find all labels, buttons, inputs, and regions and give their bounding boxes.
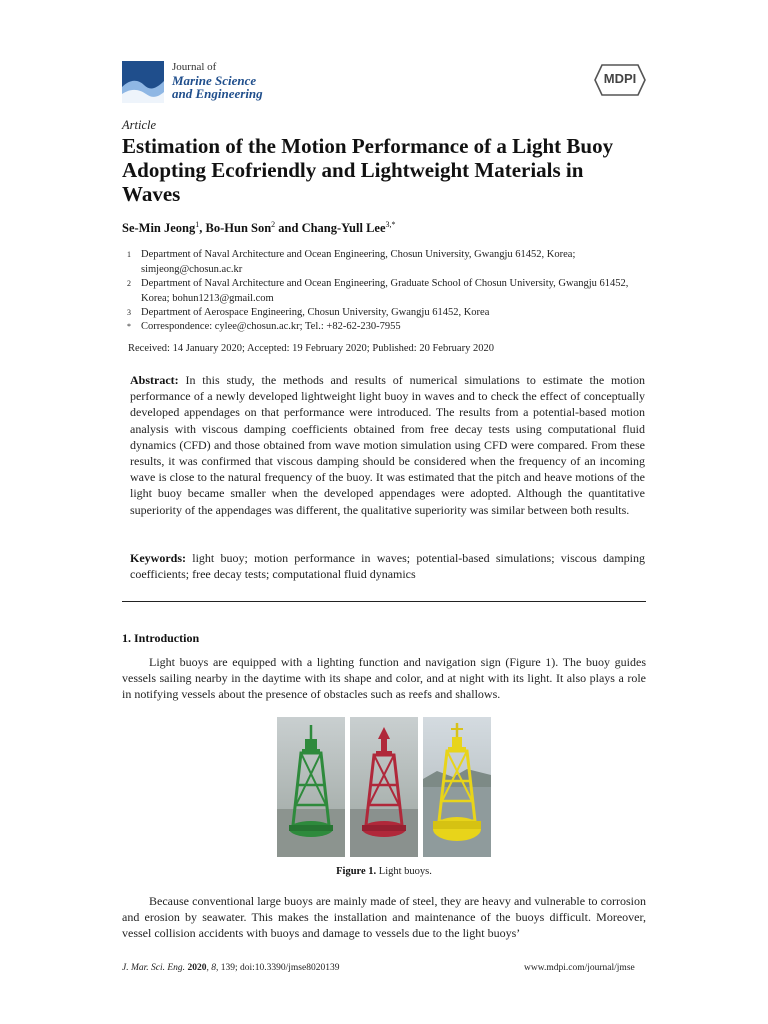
author-separator: and bbox=[275, 221, 302, 236]
green-buoy-photo bbox=[277, 717, 345, 857]
publisher-name: MDPI bbox=[603, 71, 637, 86]
journal-wave-icon bbox=[122, 61, 164, 103]
article-type: Article bbox=[122, 118, 157, 132]
author-name: Se-Min Jeong bbox=[122, 221, 196, 236]
author-mark: 3,* bbox=[385, 220, 396, 229]
affiliation-mark: 3 bbox=[127, 308, 131, 317]
keywords-text: light buoy; motion performance in waves; potential-based simulations; viscous damping coefficients; free decay tests; computational fluid dynamics bbox=[130, 551, 646, 582]
affiliation-mark: 1 bbox=[127, 250, 131, 259]
article-title: Estimation of the Motion Performance of a Light Buoy Adopting Ecofriendly and Lightweight Materials in Waves bbox=[122, 134, 614, 206]
author-mark: 1 bbox=[195, 220, 200, 229]
affiliation-text: Department of Naval Architecture and Ocean Engineering, Graduate School of Chosun University, Gwangju 61452, Korea; bohun1213@gmail.com bbox=[141, 278, 629, 304]
journal-name-line1: Journal of bbox=[172, 61, 217, 73]
footer-journal-abbrev: J. Mar. Sci. Eng. bbox=[122, 963, 186, 973]
yellow-buoy-photo bbox=[423, 717, 491, 857]
figure-label: Figure 1. bbox=[336, 866, 377, 877]
author-separator: , bbox=[199, 221, 206, 236]
correspondence-text: Correspondence: cylee@chosun.ac.kr; Tel.: +82-62-230-7955 bbox=[141, 321, 401, 332]
abstract bbox=[130, 372, 645, 518]
keywords bbox=[130, 550, 645, 582]
intro-paragraph-1: Light buoys are equipped with a lighting function and navigation sign (Figure 1). The buoy guides vessels sailing nearby in the daytime with its shape and color, and at night with its light. It also plays a role in notifying vessels about the presence of obstacles such as reefs and shallows. bbox=[122, 655, 646, 702]
figure-light-buoys bbox=[277, 717, 491, 857]
figure-caption bbox=[0, 866, 768, 877]
keywords-label: Keywords: bbox=[130, 551, 186, 565]
affiliation-text: Department of Naval Architecture and Ocean Engineering, Chosun University, Gwangju 61452, Korea; simjeong@chosun.ac.kr bbox=[141, 249, 576, 275]
correspondence-mark: * bbox=[127, 322, 131, 331]
publication-dates: Received: 14 January 2020; Accepted: 19 February 2020; Published: 20 February 2020 bbox=[128, 343, 494, 354]
author-list bbox=[122, 220, 396, 236]
figure-caption-text: Light buoys. bbox=[378, 866, 432, 877]
footer-year: 2020 bbox=[187, 963, 207, 973]
footer-citation: J. Mar. Sci. Eng. 2020, 8, 139; doi:10.3390/jmse8020139 bbox=[122, 963, 340, 973]
author-name: Bo-Hun Son bbox=[205, 221, 272, 236]
author-name: Chang-Yull Lee bbox=[301, 221, 386, 236]
affiliation-text: Department of Aerospace Engineering, Chosun University, Gwangju 61452, Korea bbox=[141, 307, 490, 318]
abstract-label: Abstract: bbox=[130, 373, 179, 387]
affiliation-mark: 2 bbox=[127, 279, 131, 288]
section-divider bbox=[122, 601, 646, 602]
footer-url[interactable]: www.mdpi.com/journal/jmse bbox=[524, 963, 635, 973]
footer-volume: 8 bbox=[211, 963, 216, 973]
journal-name-line3: and Engineering bbox=[172, 86, 263, 101]
section-heading: 1. Introduction bbox=[122, 631, 200, 645]
mdpi-logo bbox=[594, 62, 646, 98]
red-buoy-photo bbox=[350, 717, 418, 857]
footer-citation-rest: , 139; doi:10.3390/jmse8020139 bbox=[215, 963, 340, 973]
author-mark: 2 bbox=[271, 220, 276, 229]
journal-logo bbox=[122, 61, 272, 107]
abstract-text: In this study, the methods and results of numerical simulations to estimate the motion performance of a newly developed lightweight light buoy in waves and to check the effect of conceptually developed appendages on that performance were introduced. The results from a potential-based motion analysis with viscous damping coefficients obtained from free decay tests using computational fluid dynamics (CFD) and those obtained from wave motion simulation using CFD were compared. From these results, it was confirmed that viscous damping should be considered when the frequency of an incoming wave is close to the natural frequency of the buoy. It was estimated that the pitch and heave motions of the light buoy became smaller when the developed appendages were adopted. Although the quantitative superiority of the appendages was different, the qualitative superiority was similar between both results. bbox=[130, 373, 646, 517]
journal-name-line2: Marine Science bbox=[172, 73, 257, 88]
intro-paragraph-2: Because conventional large buoys are mainly made of steel, they are heavy and vulnerable to corrosion and erosion by seawater. This makes the installation and maintenance of the buoys difficult. Moreover, vessel collision accidents with buoys and damage to vessels due to the light buoys’ bbox=[122, 894, 646, 941]
